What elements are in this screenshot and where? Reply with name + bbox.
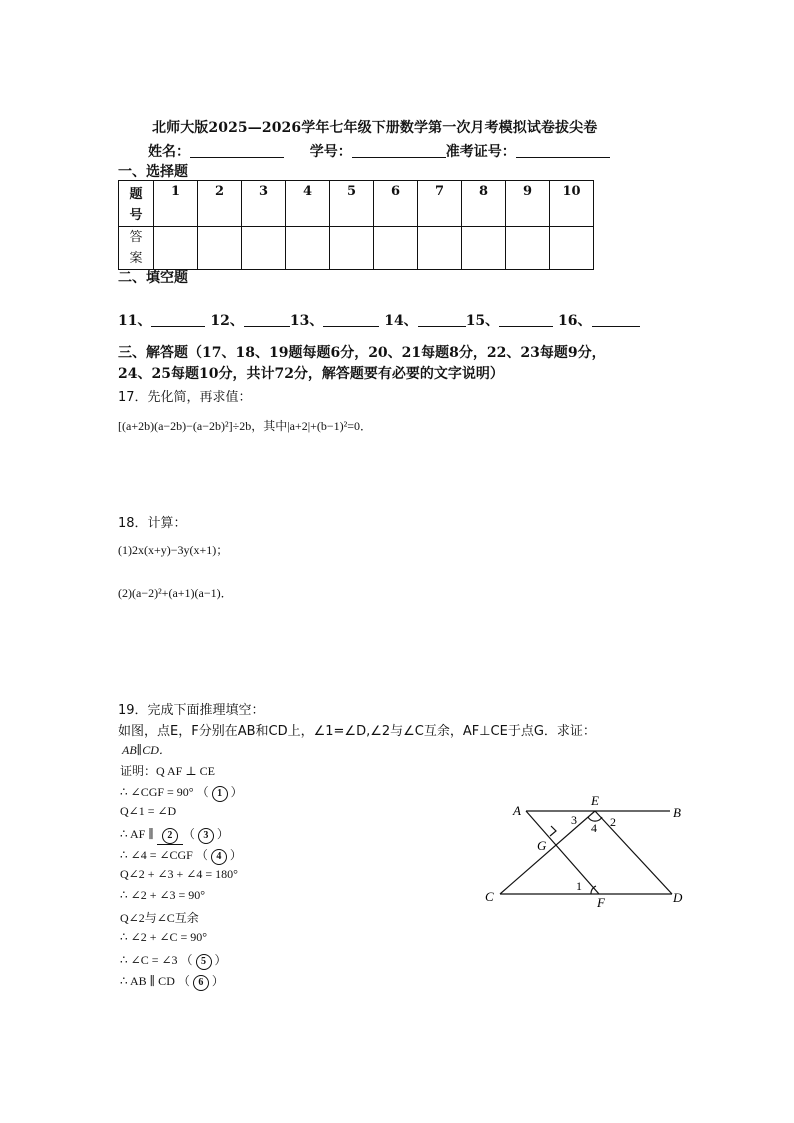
q17-label: 17．先化简，再求值： xyxy=(118,390,252,405)
fill-item-label: 16、 xyxy=(558,313,592,329)
proof-line: Q∠2与∠C互余 xyxy=(120,911,199,925)
table-cell: 3 xyxy=(242,181,286,227)
proof-line: ∴ ∠CGF = 90° （ 1 ） xyxy=(120,783,243,802)
student-info-line xyxy=(148,141,610,161)
table-cell: 10 xyxy=(550,181,594,227)
answer-cell[interactable] xyxy=(286,227,330,270)
table-row xyxy=(119,227,594,270)
label-d: D xyxy=(673,890,683,905)
line-ed xyxy=(595,811,672,894)
label-e: E xyxy=(591,793,599,808)
angle-label-3: 3 xyxy=(571,813,577,827)
right-angle-mark xyxy=(550,826,556,836)
section-answer-title: 三、解答题（17、18、19题每题6分，20、21每题8分，22、23每题9分， 24、25每题10分，共计72分，解答题要有必要的文字说明） xyxy=(118,345,606,382)
proof-line: ∴ ∠C = ∠3 （ 5 ） xyxy=(120,951,227,970)
q17-expression: [(a+2b)(a−2b)−(a−2b)²]÷2b，其中|a+2|+(b−1)²=0． xyxy=(118,419,372,433)
label-g: G xyxy=(537,838,547,853)
proof-line: ∴ ∠2 + ∠C = 90° xyxy=(120,930,208,944)
geometry-figure xyxy=(480,790,700,910)
label-c: C xyxy=(485,889,494,904)
fill-item-label: 14、 xyxy=(384,313,418,329)
fill-item-label: 13、 xyxy=(289,313,324,329)
blank-circle-4[interactable]: 4 xyxy=(211,849,227,865)
fill-item-label: 12、 xyxy=(210,313,244,329)
q18-label: 18．计算： xyxy=(118,516,187,531)
table-row xyxy=(119,181,594,227)
q18-part2: (2)(a−2)²+(a+1)(a−1)． xyxy=(118,586,233,600)
fill-blank[interactable] xyxy=(151,312,205,327)
table-cell: 8 xyxy=(462,181,506,227)
fill-blank-row xyxy=(118,310,640,330)
answer-cell[interactable] xyxy=(550,227,594,270)
blank-circle-3[interactable]: 3 xyxy=(198,828,214,844)
q19-statement: 如图，点E，F分别在AB和CD上，∠1=∠D,∠2与∠C互余，AF⊥CE于点G．求证： xyxy=(118,724,596,739)
answer-table xyxy=(118,180,594,270)
table-cell: 1 xyxy=(154,181,198,227)
fill-blank[interactable] xyxy=(244,312,290,327)
table-cell: 9 xyxy=(506,181,550,227)
q18-part1: (1)2x(x+y)−3y(x+1)； xyxy=(118,543,229,557)
angle-label-4: 4 xyxy=(591,821,597,835)
answer-cell[interactable] xyxy=(462,227,506,270)
section-fill-title: 二、填空题 xyxy=(118,270,188,286)
proof-line: ∴ AF ∥ 2 （ 3 ） xyxy=(120,825,229,845)
question-number-header: 题 号 xyxy=(119,181,154,227)
fill-blank[interactable] xyxy=(323,312,379,327)
label-a: A xyxy=(513,803,521,818)
answer-cell[interactable] xyxy=(242,227,286,270)
answer-header: 答 案 xyxy=(119,227,154,270)
proof-line: ∴ ∠2 + ∠3 = 90° xyxy=(120,888,206,902)
answer-cell[interactable] xyxy=(374,227,418,270)
exam-number-blank[interactable] xyxy=(516,143,610,158)
answer-cell[interactable] xyxy=(198,227,242,270)
label-b: B xyxy=(673,805,681,820)
fill-item-label: 11、 xyxy=(118,313,152,329)
answer-cell[interactable] xyxy=(154,227,198,270)
section-choice-title: 一、选择题 xyxy=(118,164,188,180)
fill-item-label: 15、 xyxy=(465,313,500,329)
blank-circle-5[interactable]: 5 xyxy=(196,954,212,970)
name-label: 姓名： xyxy=(148,144,190,160)
angle-label-2: 2 xyxy=(610,815,616,829)
blank-circle-2[interactable]: 2 xyxy=(162,828,178,844)
table-cell: 7 xyxy=(418,181,462,227)
exam-title: 北师大版2025—2026学年七年级下册数学第一次月考模拟试卷拔尖卷 xyxy=(152,120,598,136)
blank-circle-1[interactable]: 1 xyxy=(212,786,228,802)
answer-cell[interactable] xyxy=(330,227,374,270)
label-f: F xyxy=(597,895,605,910)
exam-number-label: 准考证号： xyxy=(445,144,516,160)
fill-blank[interactable] xyxy=(592,312,640,327)
angle-label-1: 1 xyxy=(576,879,582,893)
q19-statement-2: AB∥CD． xyxy=(122,743,171,757)
q19-label: 19．完成下面推理填空： xyxy=(118,703,265,718)
table-cell: 4 xyxy=(286,181,330,227)
blank-circle-6[interactable]: 6 xyxy=(193,975,209,991)
table-cell: 6 xyxy=(374,181,418,227)
proof-line: Q∠2 + ∠3 + ∠4 = 180° xyxy=(120,867,238,881)
answer-cell[interactable] xyxy=(418,227,462,270)
proof-line: 证明：Q AF ⊥ CE xyxy=(120,764,215,778)
proof-line: ∴ AB ∥ CD （ 6 ） xyxy=(120,972,224,991)
table-cell: 2 xyxy=(198,181,242,227)
proof-line: Q∠1 = ∠D xyxy=(120,804,177,818)
table-cell: 5 xyxy=(330,181,374,227)
fill-blank[interactable] xyxy=(418,312,466,327)
student-id-blank[interactable] xyxy=(352,143,446,158)
name-blank[interactable] xyxy=(190,143,284,158)
student-id-label: 学号： xyxy=(309,144,352,160)
fill-blank[interactable] xyxy=(499,312,553,327)
proof-line: ∴ ∠4 = ∠CGF （ 4 ） xyxy=(120,846,242,865)
answer-cell[interactable] xyxy=(506,227,550,270)
